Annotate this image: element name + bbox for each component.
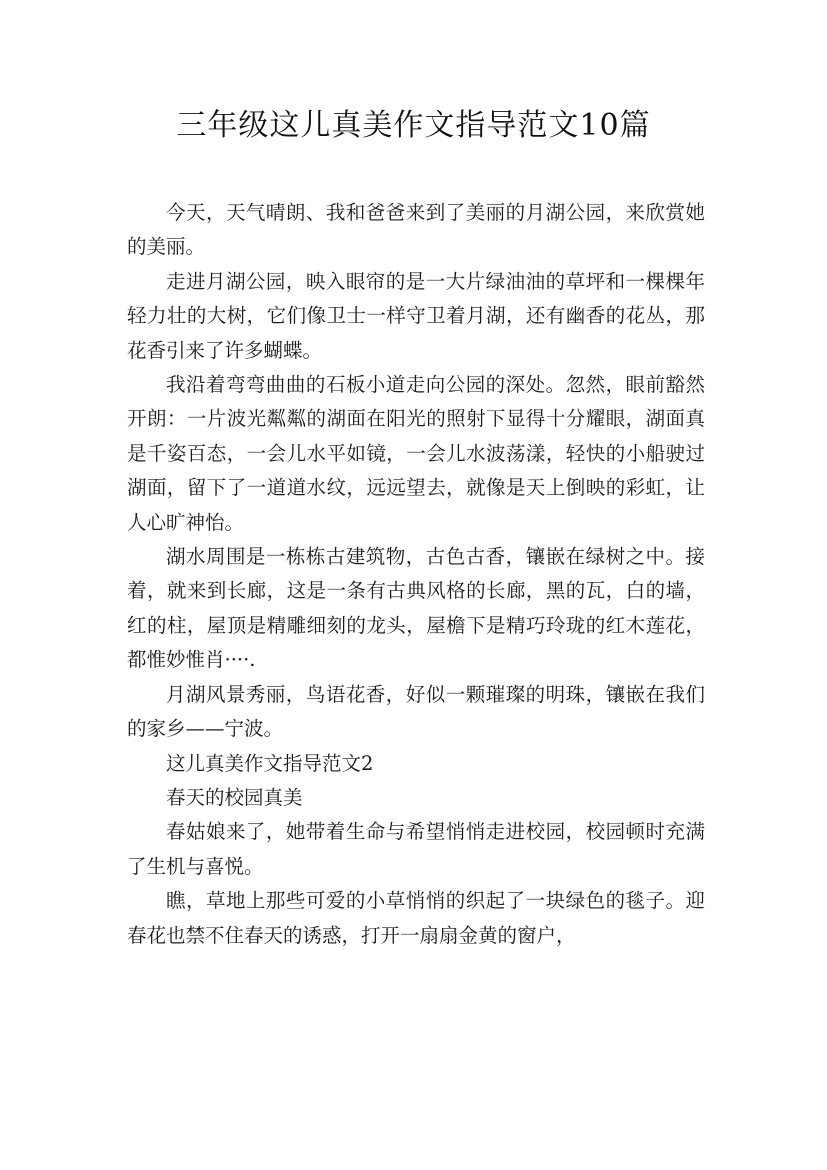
essay-title: 春天的校园真美 [166,785,303,809]
paragraph: 月湖风景秀丽，鸟语花香，好似一颗璀璨的明珠，镶嵌在我们的家乡——宁波。 [127,682,705,741]
paragraph: 春姑娘来了，她带着生命与希望悄悄走进校园，校园顿时充满了生机与喜悦。 [127,820,705,878]
paragraph: 瞧，草地上那些可爱的小草悄悄的织起了一块绿色的毯子。迎春花也禁不住春天的诱惑，打开一扇扇金黄的窗户， [127,889,705,947]
section-heading: 这儿真美作文指导范文2 [166,751,374,775]
paragraph: 走进月湖公园，映入眼帘的是一大片绿油油的草坪和一棵棵年轻力壮的大树，它们像卫士一样守卫着月湖，还有幽香的花丛，那花香引来了许多蝴蝶。 [127,269,705,362]
document-body [127,196,705,953]
paragraph: 湖水周围是一栋栋古建筑物，古色古香，镶嵌在绿树之中。接着，就来到长廊，这是一条有古典风格的长廊，黑的瓦，白的墙，红的柱，屋顶是精雕细刻的龙头，屋檐下是精巧玲珑的红木莲花，都惟妙惟肖····. [127,545,705,672]
paragraph: 今天，天气晴朗、我和爸爸来到了美丽的月湖公园，来欣赏她的美丽。 [127,201,705,259]
document-title: 三年级这儿真美作文指导范文10篇 [176,108,651,143]
paragraph: 我沿着弯弯曲曲的石板小道走向公园的深处。忽然，眼前豁然开朗：一片波光粼粼的湖面在阳光的照射下显得十分耀眼，湖面真是千姿百态，一会儿水平如镜，一会儿水波荡漾，轻快的小船驶过湖面，留下了一道道水纹，远远望去，就像是天上倒映的彩虹，让人心旷神怡。 [127,373,705,534]
